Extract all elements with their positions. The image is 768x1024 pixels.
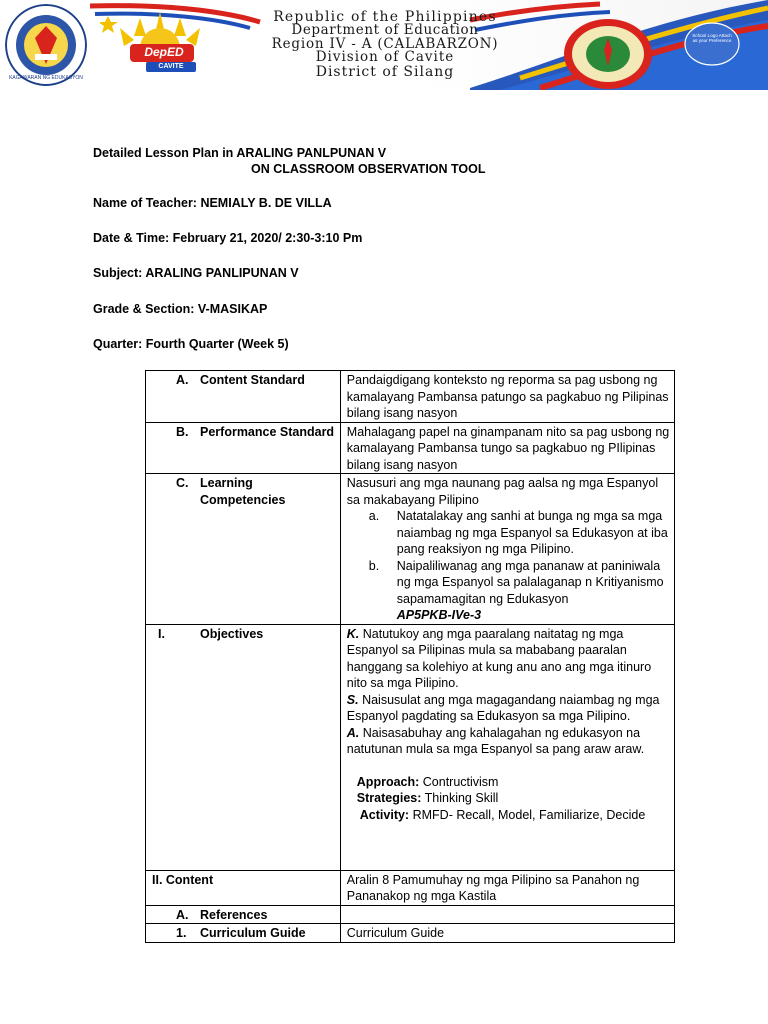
deped-logo-text: DepED bbox=[144, 45, 184, 59]
approach-value: Contructivism bbox=[422, 774, 499, 789]
activity-value: RMFD- Recall, Model, Familiarize, Decide bbox=[412, 807, 646, 822]
objective-text: Natutukoy ang mga paaralang naitatag ng mga Espanyol sa Pilipinas mula sa mababang paaralan hanggang sa kolehiyo at kung anu ano ang mga itinuro nito sa mga Pilipino. bbox=[346, 626, 652, 690]
list-marker: b. bbox=[368, 558, 380, 573]
row-label-text: Content Standard bbox=[200, 373, 305, 387]
table-row bbox=[146, 905, 675, 924]
teacher-name: Name of Teacher: NEMIALY B. DE VILLA bbox=[93, 196, 332, 210]
row-content bbox=[340, 905, 674, 924]
header-district: District of Silang bbox=[315, 63, 455, 80]
row-content: Curriculum Guide bbox=[340, 924, 674, 943]
objective-skill bbox=[347, 692, 671, 725]
school-logo-note: School Logo Attach as your Preference bbox=[692, 33, 732, 44]
lesson-plan-table bbox=[145, 370, 675, 943]
row-label: II. Content bbox=[146, 870, 341, 905]
header-department: Department of Education bbox=[291, 22, 479, 38]
table-row bbox=[146, 624, 675, 870]
deped-seal-icon bbox=[5, 4, 87, 86]
row-label-text: Performance Standard bbox=[200, 424, 335, 439]
objective-marker: K. bbox=[346, 626, 360, 641]
activity-label: Activity: bbox=[359, 807, 410, 822]
table-row bbox=[146, 422, 675, 474]
row-number: 1. bbox=[176, 926, 187, 940]
header-region: Region IV - A (CALABARZON) bbox=[271, 35, 499, 52]
row-label bbox=[146, 371, 341, 423]
list-item bbox=[347, 508, 671, 558]
grade-section: Grade & Section: V-MASIKAP bbox=[93, 302, 268, 316]
objective-text: Naisusulat ang mga magagandang naiambag ng mga Espanyol pagdating sa Edukasyon sa mga Pilipino. bbox=[346, 692, 660, 723]
approach-line bbox=[357, 774, 671, 791]
objective-marker: A. bbox=[346, 725, 360, 740]
objective-attitude bbox=[347, 725, 671, 758]
subject: Subject: ARALING PANLIPUNAN V bbox=[93, 266, 299, 280]
row-label bbox=[146, 474, 341, 625]
list-marker: a. bbox=[368, 509, 380, 523]
objective-text: Naisasabuhay ang kahalagahan ng edukasyon na natutunan mula sa mga Espanyol sa pang araw araw. bbox=[346, 725, 645, 756]
row-number: B. bbox=[176, 424, 189, 439]
row-number: C. bbox=[176, 476, 189, 490]
row-label-text: Competencies bbox=[200, 492, 286, 507]
row-number: A. bbox=[176, 373, 189, 387]
row-content: Pandaigdigang konteksto ng reporma sa pag usbong ng kamalayang Pambansa patungo sa pagkabuo ng Pilipinas bilang isang nasyon bbox=[340, 371, 674, 423]
table-row bbox=[146, 474, 675, 625]
row-label-text: Learning bbox=[200, 476, 253, 490]
table-row bbox=[146, 371, 675, 423]
header-republic: Republic of the Philippines bbox=[273, 9, 497, 25]
strategies-value: Thinking Skill bbox=[424, 791, 499, 805]
row-label-text: Objectives bbox=[200, 626, 264, 641]
row-label bbox=[146, 905, 341, 924]
row-content bbox=[340, 474, 674, 625]
header-division: Division of Cavite bbox=[315, 49, 455, 65]
school-logo-placeholder-icon bbox=[683, 21, 741, 67]
quarter: Quarter: Fourth Quarter (Week 5) bbox=[93, 337, 289, 351]
table-row bbox=[146, 924, 675, 943]
method-block bbox=[347, 774, 671, 824]
approach-label: Approach: bbox=[356, 774, 420, 789]
row-content: Mahalagang papel na ginampanam nito sa pag usbong ng kamalayang Pambansa tungo sa pagkabuo ng PIlipinas bilang isang nasyon bbox=[340, 422, 674, 474]
competency-code: AP5PKB-IVe-3 bbox=[396, 608, 482, 622]
cavite-seal-icon bbox=[562, 16, 654, 90]
row-label bbox=[146, 624, 341, 870]
lesson-plan-subtitle: ON CLASSROOM OBSERVATION TOOL bbox=[251, 162, 486, 176]
row-content bbox=[340, 624, 674, 870]
date-time: Date & Time: February 21, 2020/ 2:30-3:10 Pm bbox=[93, 231, 363, 245]
letterhead-banner bbox=[0, 0, 768, 90]
cavite-logo-text: CAVITE bbox=[158, 63, 184, 70]
table-row bbox=[146, 870, 675, 905]
list-item bbox=[347, 558, 671, 608]
activity-line bbox=[357, 807, 671, 824]
objective-knowledge bbox=[347, 626, 671, 692]
lesson-plan-title: Detailed Lesson Plan in ARALING PANLPUNAN V bbox=[93, 146, 387, 160]
strategies-label: Strategies: bbox=[356, 791, 422, 805]
list-text: Natatalakay ang sanhi at bunga ng mga sa mga naiambag ng mga Espanyol sa Edukasyon at iba pang reaksiyon ng mga Pilipino. bbox=[396, 509, 668, 556]
row-label-text: Curriculum Guide bbox=[200, 926, 306, 940]
letterhead-text bbox=[235, 10, 535, 79]
row-label-text: References bbox=[200, 907, 268, 922]
competency-intro: Nasusuri ang mga naunang pag aalsa ng mga Espanyol sa makabayang Pilipino bbox=[346, 476, 659, 507]
row-label bbox=[146, 422, 341, 474]
list-text: Naipaliliwanag ang mga pananaw at paniniwala ng mga Espanyol sa palalaganap n Kritiyanismo sapamamagitan ng Edukasyon bbox=[396, 558, 664, 606]
seal-ring-text: KAGAWARAN NG EDUKASYON bbox=[9, 75, 83, 81]
row-content: Aralin 8 Pamumuhay ng mga Pilipino sa Panahon ng Pananakop ng mga Kastila bbox=[340, 870, 674, 905]
row-label bbox=[146, 924, 341, 943]
strategies-line bbox=[357, 790, 671, 807]
objective-marker: S. bbox=[346, 692, 359, 707]
row-number: A. bbox=[176, 907, 189, 922]
row-number: I. bbox=[158, 626, 165, 641]
